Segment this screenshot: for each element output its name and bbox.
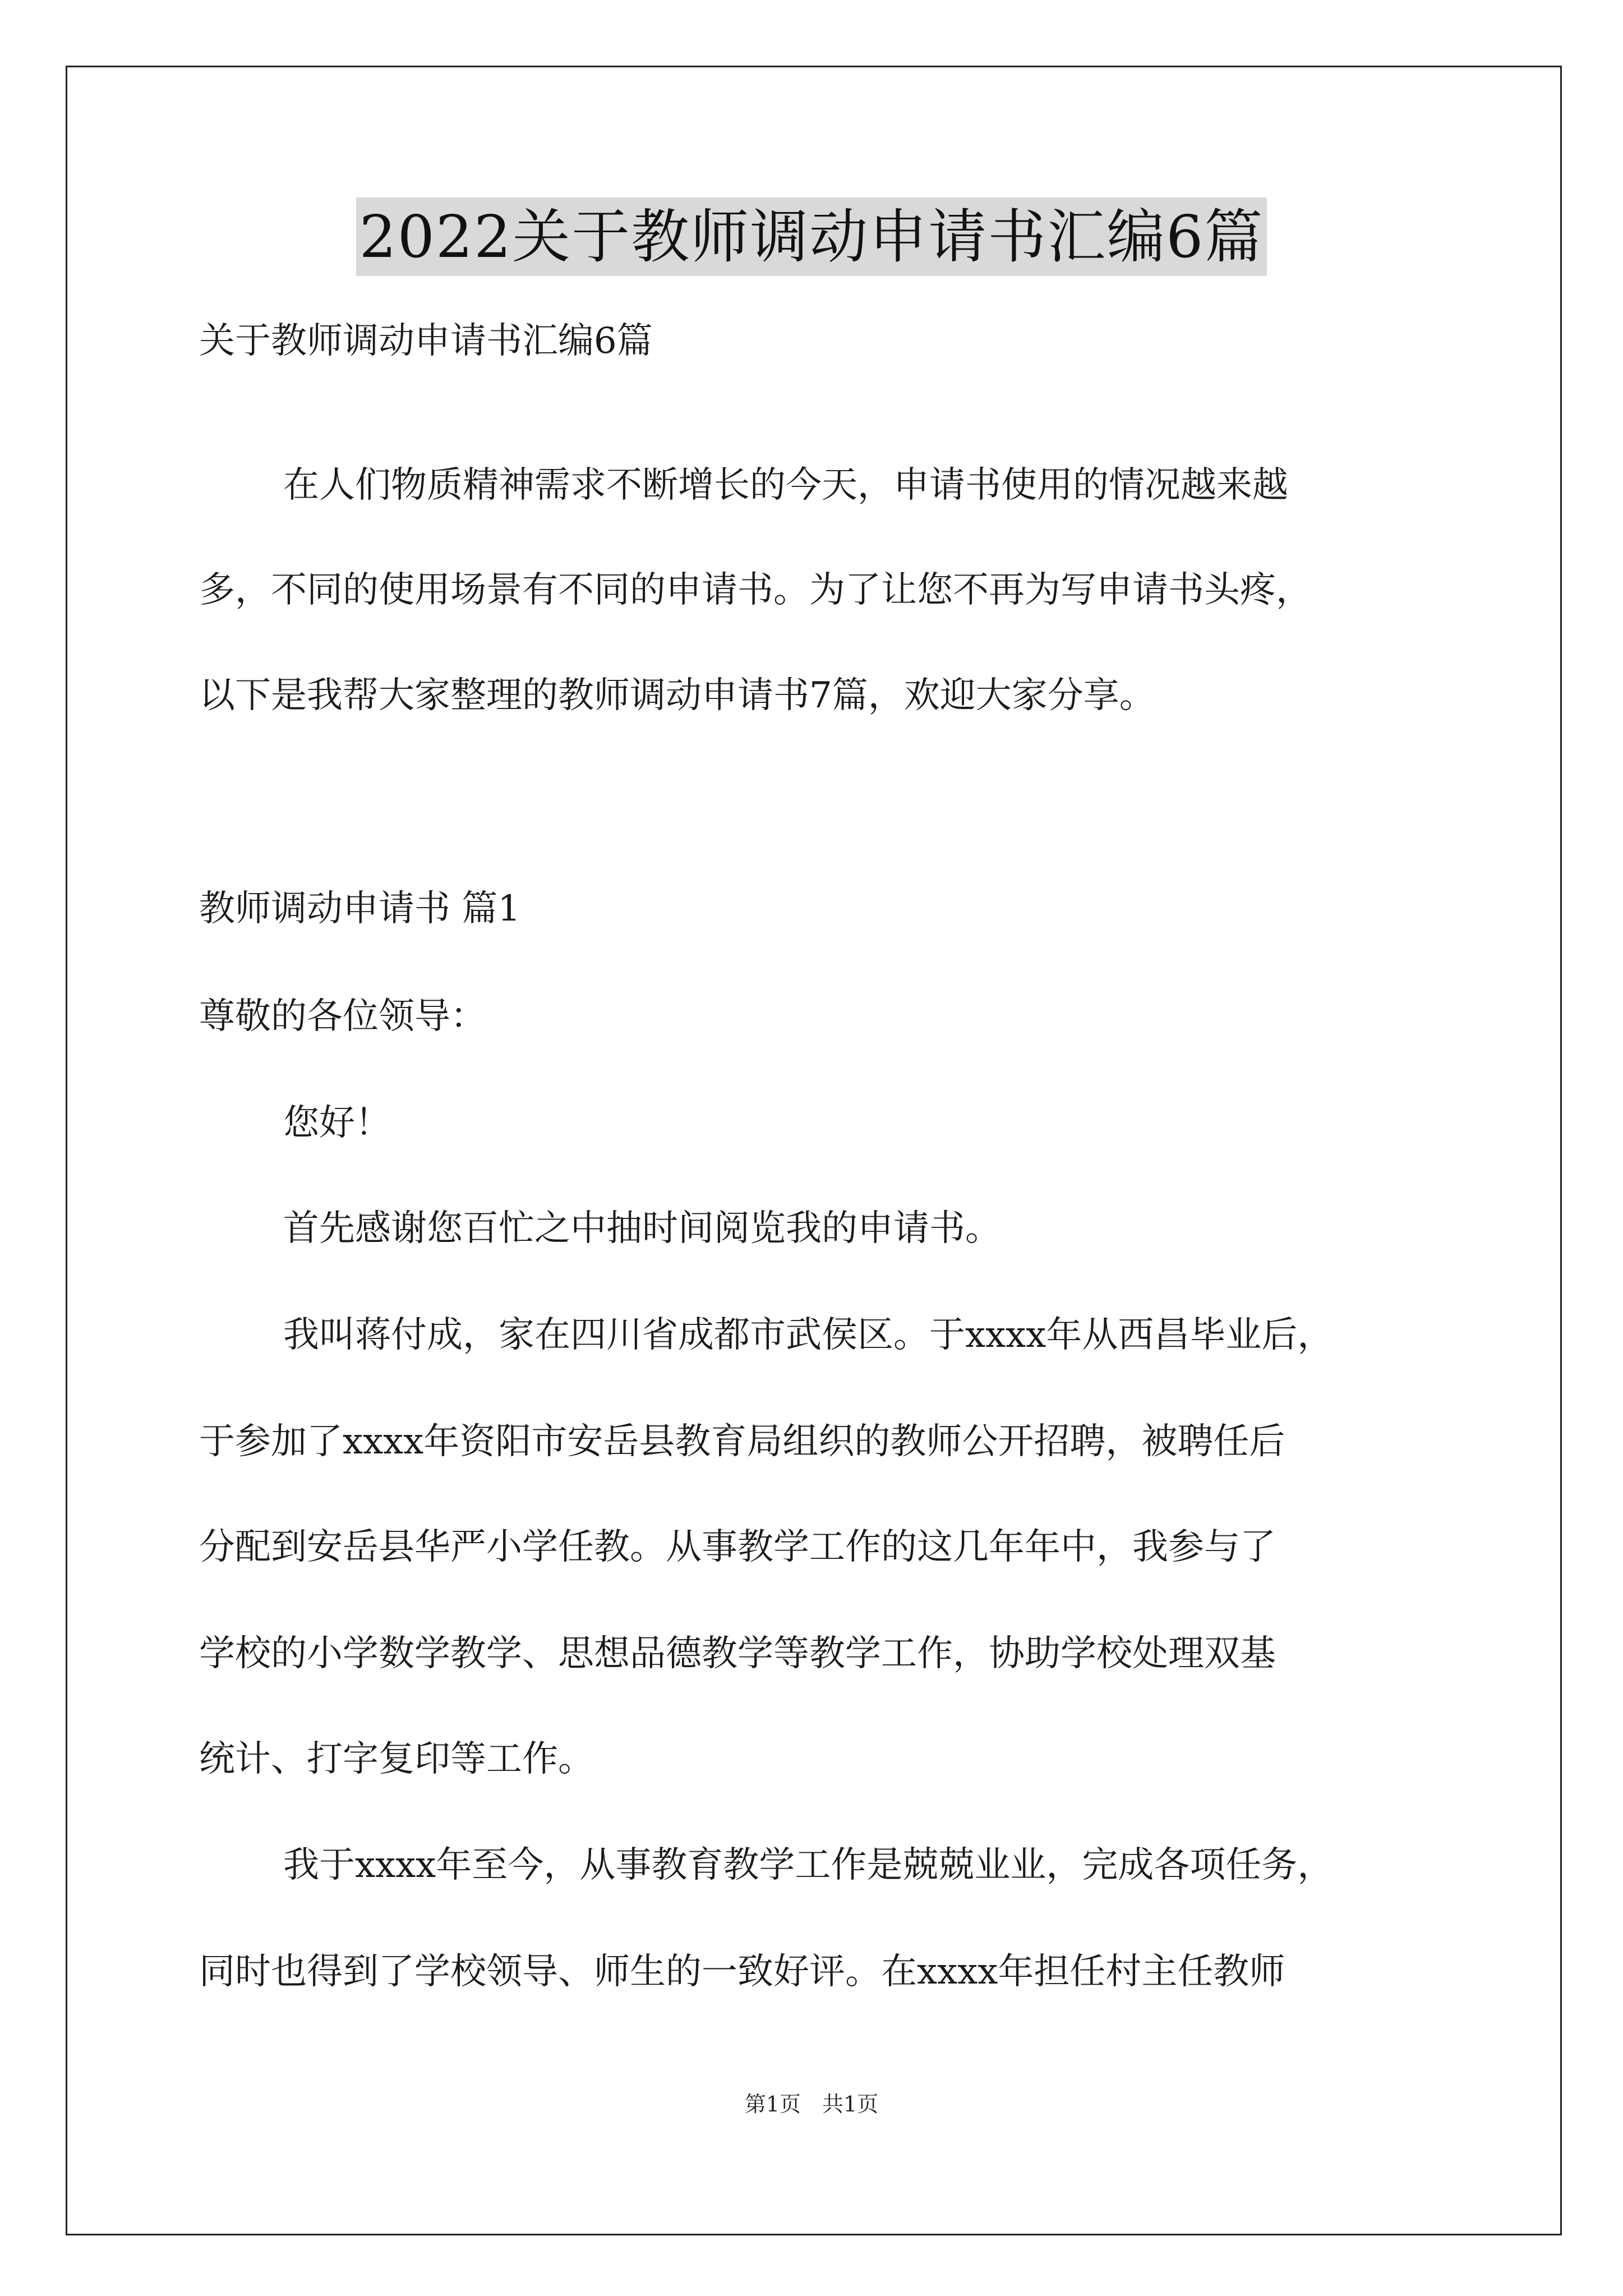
- page-footer: 第1页 共1页: [744, 2092, 879, 2116]
- subtitle-line: 关于教师调动申请书汇编6篇: [199, 320, 653, 362]
- intro-line-3: 以下是我帮大家整理的教师调动申请书7篇，欢迎大家分享。: [199, 675, 1155, 716]
- body-line-8: 同时也得到了学校领导、师生的一致好评。在xxxx年担任村主任教师: [199, 1951, 1285, 1993]
- greeting: 您好！: [283, 1102, 391, 1144]
- title-container: [0, 197, 1623, 276]
- page-border: [66, 66, 1562, 2235]
- salutation: 尊敬的各位领导：: [199, 996, 486, 1037]
- body-line-2: 我叫蒋付成，家在四川省成都市武侯区。于xxxx年从西昌毕业后，: [283, 1314, 1334, 1356]
- body-line-6: 统计、打字复印等工作。: [199, 1738, 594, 1780]
- body-line-1: 首先感谢您百忙之中抽时间阅览我的申请书。: [283, 1208, 1001, 1249]
- body-line-3: 于参加了xxxx年资阳市安岳县教育局组织的教师公开招聘，被聘任后: [199, 1421, 1285, 1462]
- section-heading: 教师调动申请书 篇1: [199, 888, 521, 930]
- body-line-7: 我于xxxx年至今，从事教育教学工作是兢兢业业，完成各项任务，: [283, 1844, 1334, 1886]
- intro-line-1: 在人们物质精神需求不断增长的今天，申请书使用的情况越来越: [283, 464, 1288, 506]
- document-title: 2022关于教师调动申请书汇编6篇: [356, 197, 1267, 276]
- body-line-5: 学校的小学数学教学、思想品德教学等教学工作，协助学校处理双基: [199, 1633, 1276, 1674]
- intro-line-2: 多，不同的使用场景有不同的申请书。为了让您不再为写申请书头疼，: [199, 569, 1312, 611]
- body-line-4: 分配到安岳县华严小学任教。从事教学工作的这几年年中，我参与了: [199, 1526, 1276, 1568]
